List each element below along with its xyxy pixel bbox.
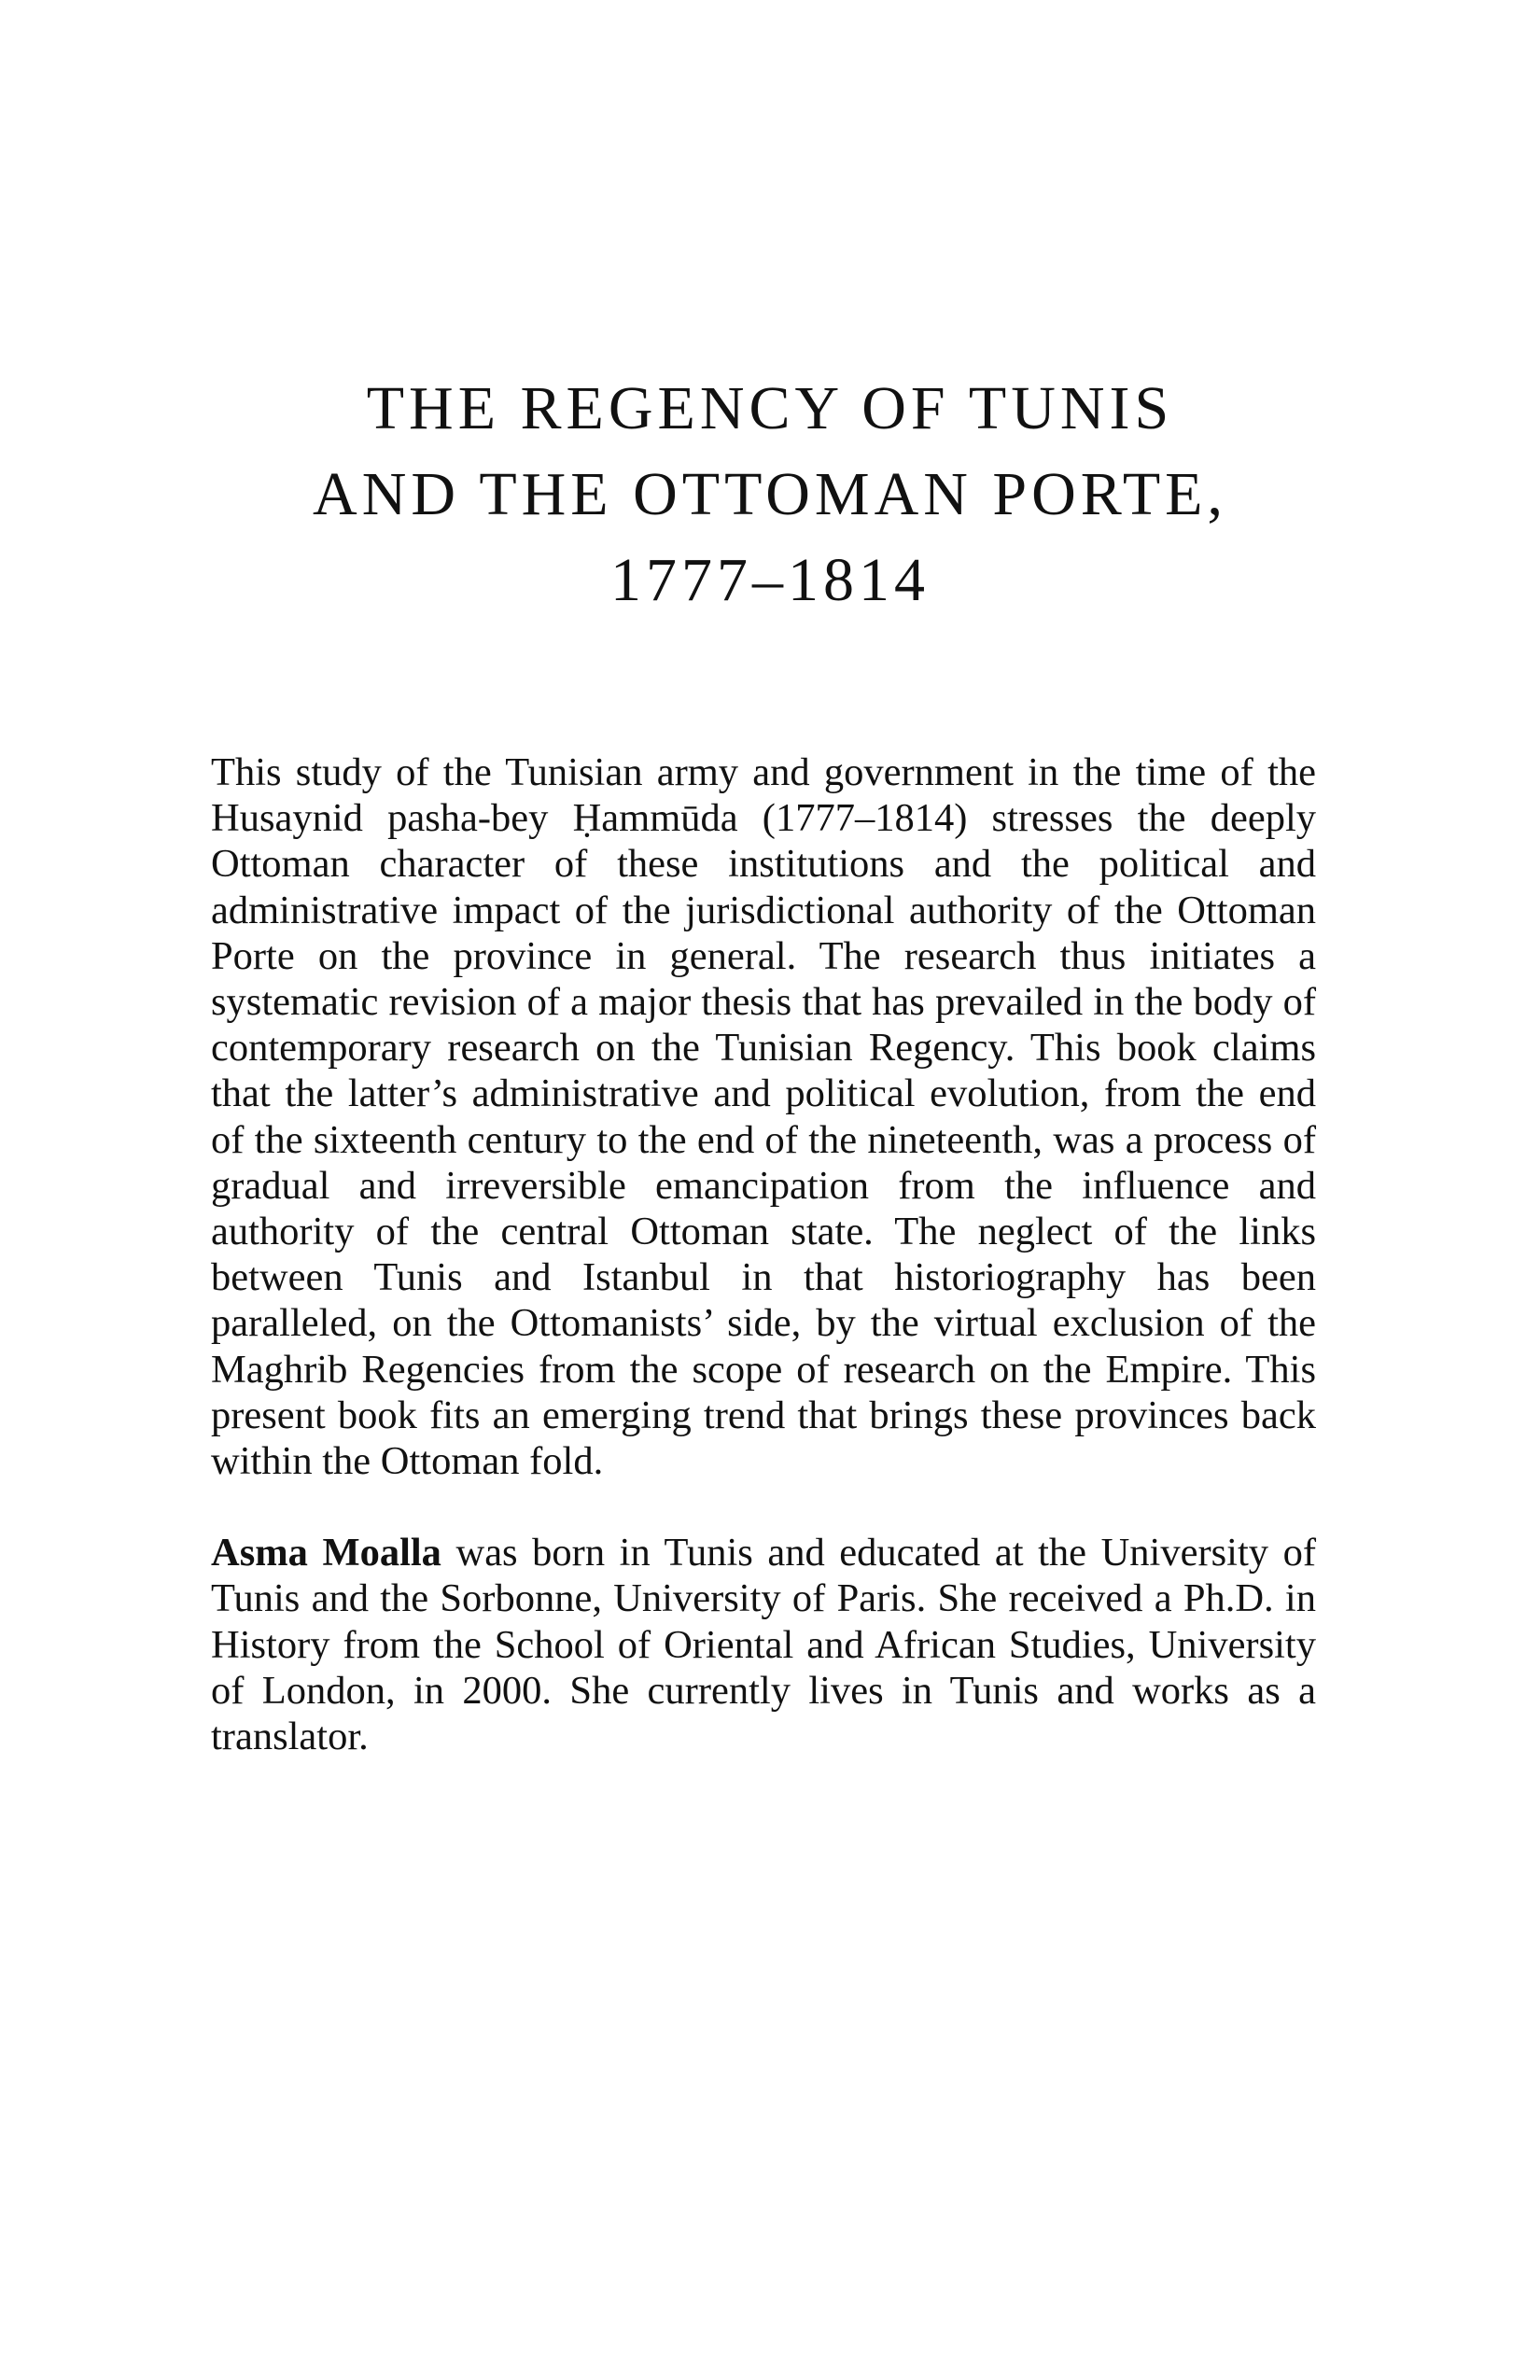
author-bio [211,1530,1316,1759]
title-line-3: 1777–1814 [610,546,930,614]
content [211,749,1316,1759]
book-title [0,366,1540,623]
title-line-1: THE REGENCY OF TUNIS [366,374,1174,442]
author-bio-text: was born in Tunis and educated at the University of Tunis and the Sorbonne, University of Paris. She received a Ph.D. in History from the School of Oriental and African Studies, University of London, in 2000. She currently lives in Tunis and works as a translator. [211,1531,1316,1759]
author-name: Asma Moalla [211,1531,441,1575]
title-line-2: AND THE OTTOMAN PORTE, [313,460,1227,528]
summary-paragraph: This study of the Tunisian army and government in the time of the Husaynid pasha-bey Ḥammūda (1777–1814) stresses the deeply Ottoman character of these institutions and the political and administrative impact of the jurisdictional authority of the Ottoman Porte on the province in general. The research thus initiates a systematic revision of a major thesis that has prevailed in the body of contemporary research on the Tunisian Regency. This book claims that the latter’s administrative and political evolution, from the end of the sixteenth century to the end of the nineteenth, was a process of gradual and irreversible emancipation from the influence and authority of the central Ottoman state. The neglect of the links between Tunis and Istanbul in that historiography has been paralleled, on the Ottomanists’ side, by the virtual exclusion of the Maghrib Regencies from the scope of research on the Empire. This present book fits an emerging trend that brings these provinces back within the Ottoman fold. [211,750,1316,1484]
